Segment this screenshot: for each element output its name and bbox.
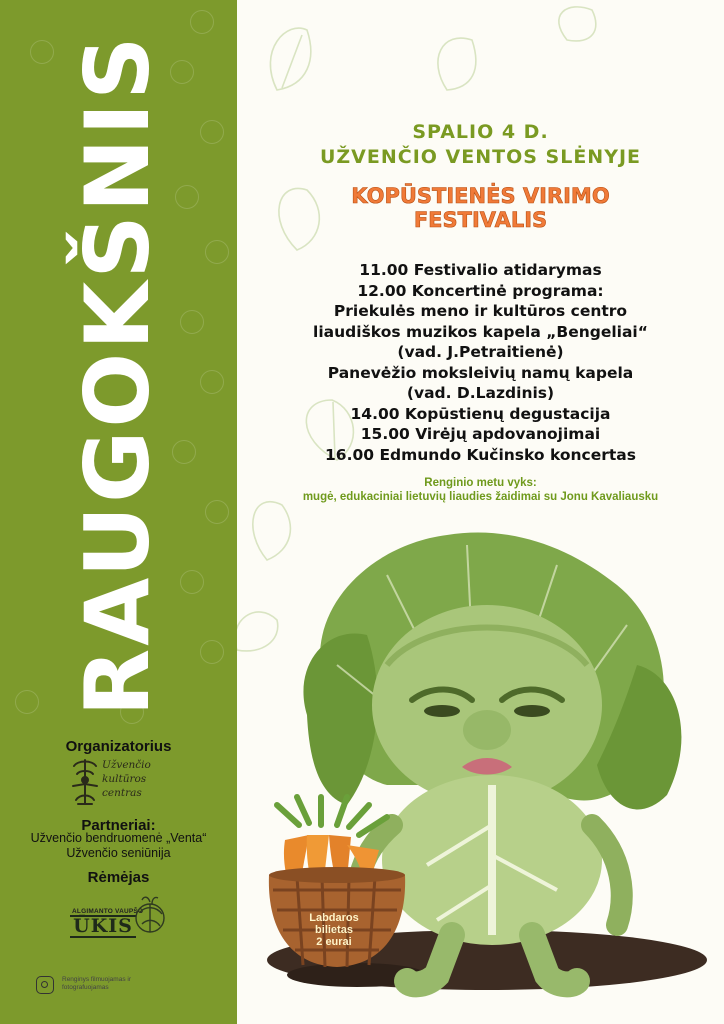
- program-line: Panevėžio moksleivių namų kapela: [327, 363, 634, 382]
- festival-title: KOPŪSTIENĖS VIRIMO: [351, 184, 610, 208]
- program-line: 12.00 Koncertinė programa:: [357, 281, 604, 300]
- credit-line: Renginys filmuojamas ir: [62, 976, 131, 983]
- partners-heading: Partneriai:: [81, 817, 156, 834]
- date-line: SPALIO 4 D.: [412, 121, 549, 143]
- ticket-badge: [296, 912, 372, 948]
- credit-line: fotografuojamas: [62, 984, 109, 991]
- partner-item: Užvenčio seniūnija: [66, 846, 171, 860]
- side-events-text: mugė, edukaciniai lietuvių liaudies žaidimai su Jonu Kavaliausku: [302, 491, 659, 503]
- sponsor-heading: Rėmėjas: [87, 869, 150, 886]
- cabbage-icon: [132, 894, 168, 940]
- sponsor-logo-small: ALGIMANTO VAUPŠO: [72, 908, 144, 915]
- location-line: UŽVENČIO VENTOS SLĖNYJE: [319, 146, 642, 168]
- sidebar: [0, 0, 237, 1024]
- organizer-logo: [68, 756, 168, 808]
- credit-note: [62, 976, 131, 992]
- instagram-icon: [36, 976, 54, 994]
- partner-item: Užvenčio bendruomenė „Venta“: [30, 831, 207, 845]
- vertical-title: RAUGOKŠNIS: [66, 33, 169, 717]
- program-line: (vad. D.Lazdinis): [406, 384, 555, 402]
- organizer-logo-line: centras: [102, 787, 142, 799]
- ticket-line: Labdaros: [309, 912, 359, 924]
- program-line: (vad. J.Petraitienė): [397, 343, 564, 361]
- program-line: liaudiškos muzikos kapela „Bengeliai“: [313, 322, 648, 341]
- program-list: [237, 260, 724, 465]
- ticket-line: bilietas: [315, 924, 353, 936]
- program-line: 16.00 Edmundo Kučinsko koncertas: [325, 445, 636, 464]
- program-line: 11.00 Festivalio atidarymas: [359, 261, 602, 279]
- program-line: 15.00 Virėjų apdovanojimai: [360, 425, 601, 443]
- program-line: Priekulės meno ir kultūros centro: [333, 302, 628, 320]
- organizer-logo-line: kultūros: [102, 773, 147, 785]
- side-events-heading: Renginio metu vyks:: [424, 477, 537, 489]
- program-line: 14.00 Kopūstienų degustacija: [350, 404, 611, 423]
- folk-figure-icon: [68, 756, 102, 808]
- ticket-line: 2 eurai: [316, 936, 352, 948]
- organizer-logo-line: Užvenčio: [102, 759, 151, 771]
- sponsor-logo-big: ŪKIS: [70, 915, 136, 938]
- organizer-heading: Organizatorius: [65, 738, 172, 755]
- festival-title: FESTIVALIS: [413, 208, 548, 232]
- sponsor-logo: [70, 890, 168, 942]
